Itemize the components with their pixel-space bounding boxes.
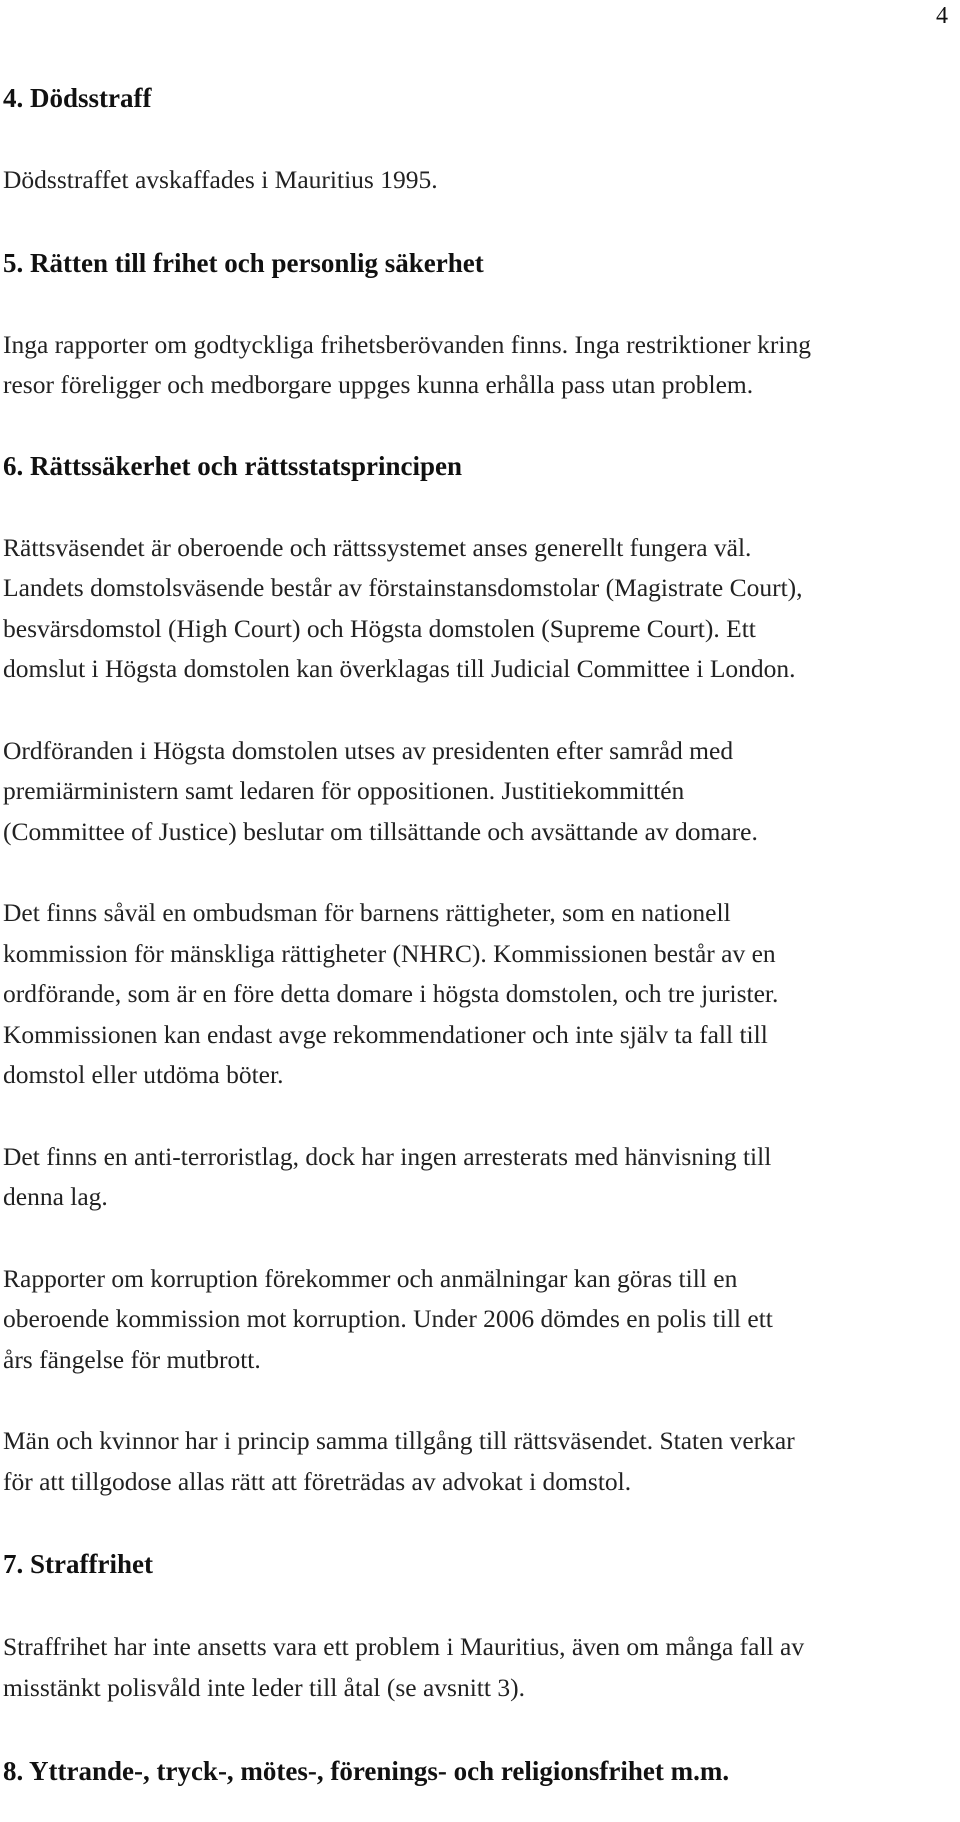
section-heading-ratten-till-frihet: 5. Rätten till frihet och personlig säkerhet xyxy=(3,247,484,278)
section-heading-dodsstraff: 4. Dödsstraff xyxy=(3,83,152,113)
text-line: Rapporter om korruption förekommer och anmälningar kan göras till en xyxy=(3,1263,738,1293)
text-line: ordförande, som är en före detta domare i högsta domstolen, och tre jurister. xyxy=(3,979,779,1008)
text-line: Rättsväsendet är oberoende och rättssystemet anses generellt fungera väl. xyxy=(3,532,752,562)
paragraph xyxy=(3,1259,953,1381)
section-heading-yttrandefrihet: 8. Yttrande-, tryck-, mötes-, förenings- och religionsfrihet m.m. xyxy=(3,1756,730,1786)
text-line: Män och kvinnor har i princip samma tillgång till rättsväsendet. Staten verkar xyxy=(3,1426,795,1455)
text-line: Landets domstolsväsende består av förstainstansdomstolar (Magistrate Court), xyxy=(3,573,803,602)
text-line: för att tillgodose allas rätt att företrädas av advokat i domstol. xyxy=(3,1466,632,1496)
section-heading-straffrihet: 7. Straffrihet xyxy=(3,1549,153,1579)
text-line: Ordföranden i Högsta domstolen utses av presidenten efter samråd med xyxy=(3,735,734,765)
paragraph xyxy=(3,731,953,853)
text-line: Kommissionen kan endast avge rekommendationer och inte själv ta fall till xyxy=(3,1019,768,1049)
paragraph xyxy=(3,1421,953,1502)
text-line: Det finns en anti-terroristlag, dock har ingen arresterats med hänvisning till xyxy=(3,1141,772,1171)
text-line: Straffrihet har inte ansetts vara ett problem i Mauritius, även om många fall av xyxy=(3,1632,805,1661)
text-line: misstänkt polisvåld inte leder till åtal (se avsnitt 3). xyxy=(3,1672,525,1702)
text-line: års fängelse för mutbrott. xyxy=(3,1344,261,1374)
text-line: Inga rapporter om godtyckliga frihetsberövanden finns. Inga restriktioner kring xyxy=(3,329,811,359)
document-body xyxy=(3,78,953,1791)
paragraph xyxy=(3,325,953,406)
text-line: Det finns såväl en ombudsman för barnens rättigheter, som en nationell xyxy=(3,898,731,927)
text-line: domslut i Högsta domstolen kan överklagas till Judicial Committee i London. xyxy=(3,654,796,683)
section-heading-rattssakerhet: 6. Rättssäkerhet och rättsstatsprincipen xyxy=(3,450,462,481)
paragraph xyxy=(3,1137,953,1218)
paragraph xyxy=(3,528,953,690)
text-line: Dödsstraffet avskaffades i Mauritius 1995. xyxy=(3,165,438,194)
text-line: resor föreligger och medborgare uppges kunna erhålla pass utan problem. xyxy=(3,370,754,399)
text-line: domstol eller utdöma böter. xyxy=(3,1060,284,1089)
text-line: premiärministern samt ledaren för oppositionen. Justitiekommittén xyxy=(3,776,685,805)
page-number: 4 xyxy=(936,3,948,29)
text-line: oberoende kommission mot korruption. Under 2006 dömdes en polis till ett xyxy=(3,1304,773,1333)
text-line: kommission för mänskliga rättigheter (NHRC). Kommissionen består av en xyxy=(3,938,776,968)
paragraph xyxy=(3,160,953,201)
text-line: denna lag. xyxy=(3,1182,108,1211)
text-line: (Committee of Justice) beslutar om tillsättande och avsättande av domare. xyxy=(3,816,758,846)
paragraph xyxy=(3,893,953,1096)
paragraph xyxy=(3,1627,953,1708)
text-line: besvärsdomstol (High Court) och Högsta domstolen (Supreme Court). Ett xyxy=(3,613,756,643)
